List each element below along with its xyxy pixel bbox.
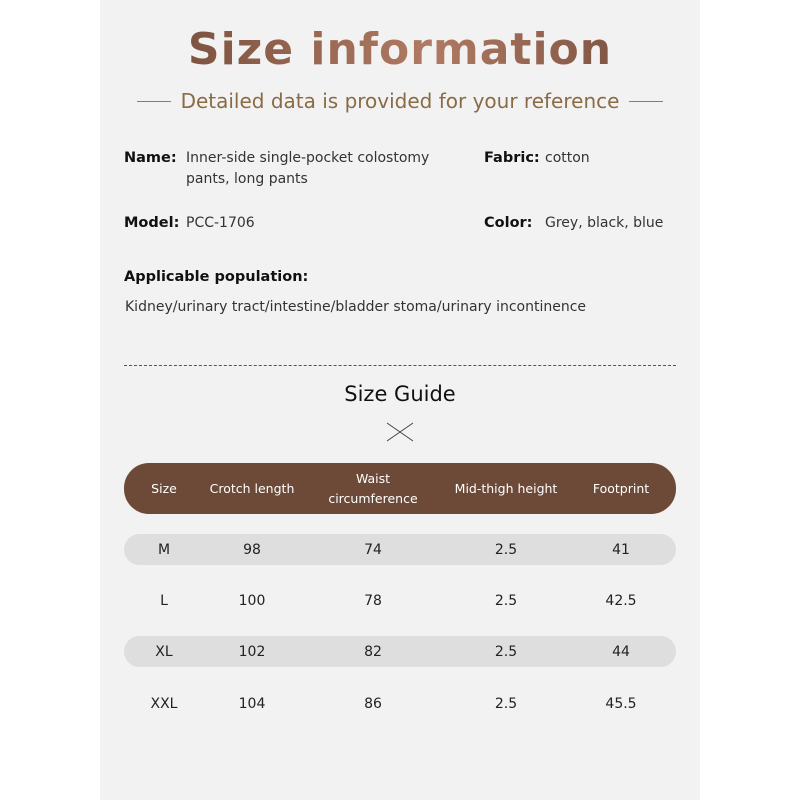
cell-size: L bbox=[160, 592, 168, 609]
cell-size: M bbox=[157, 541, 171, 558]
cell-crotch-length: 102 bbox=[238, 643, 266, 660]
color-value: Grey, black, blue bbox=[545, 215, 664, 231]
cell-waist: 86 bbox=[364, 695, 382, 712]
cell-mid-thigh: 2.5 bbox=[494, 643, 518, 660]
subtitle-right-line bbox=[629, 101, 663, 102]
cell-footprint: 44 bbox=[612, 643, 630, 660]
subtitle-row bbox=[100, 86, 700, 116]
name-label: Name: bbox=[124, 150, 177, 166]
cell-footprint: 41 bbox=[612, 541, 630, 558]
header-footprint: Footprint bbox=[592, 480, 650, 496]
cross-icon bbox=[386, 422, 414, 442]
cell-footprint: 42.5 bbox=[605, 592, 637, 609]
table-row bbox=[124, 636, 676, 667]
cell-size: XL bbox=[155, 643, 173, 660]
color-label: Color: bbox=[484, 215, 533, 231]
header-waist-text: Waist circumference bbox=[328, 470, 418, 506]
table-row bbox=[124, 688, 676, 719]
model-value: PCC-1706 bbox=[186, 215, 255, 231]
cell-waist: 82 bbox=[364, 643, 382, 660]
page-subtitle: Detailed data is provided for your reference bbox=[180, 89, 620, 113]
cell-mid-thigh: 2.5 bbox=[494, 541, 518, 558]
cell-mid-thigh: 2.5 bbox=[494, 592, 518, 609]
size-info-page bbox=[100, 0, 700, 800]
header-mid-thigh-height: Mid-thigh height bbox=[454, 480, 558, 496]
dashed-divider bbox=[124, 365, 676, 366]
table-row bbox=[124, 585, 676, 616]
model-label: Model: bbox=[124, 215, 180, 231]
cell-crotch-length: 104 bbox=[238, 695, 266, 712]
cell-waist: 78 bbox=[364, 592, 382, 609]
cell-footprint: 45.5 bbox=[605, 695, 637, 712]
cell-size: XXL bbox=[150, 695, 178, 712]
cell-mid-thigh: 2.5 bbox=[494, 695, 518, 712]
cell-waist: 74 bbox=[364, 541, 382, 558]
fabric-label: Fabric: bbox=[484, 150, 540, 166]
subtitle-left-line bbox=[137, 101, 171, 102]
population-label: Applicable population: bbox=[124, 269, 309, 285]
page-title: Size information bbox=[100, 24, 700, 75]
fabric-value: cotton bbox=[545, 150, 590, 166]
population-value: Kidney/urinary tract/intestine/bladder stoma/urinary incontinence bbox=[125, 299, 587, 315]
header-size: Size bbox=[151, 480, 177, 496]
cell-crotch-length: 98 bbox=[243, 541, 261, 558]
size-guide-title: Size Guide bbox=[344, 382, 456, 406]
cell-crotch-length: 100 bbox=[238, 592, 266, 609]
name-value: Inner-side single-pocket colostomy pants, long pants bbox=[186, 150, 430, 187]
table-row bbox=[124, 534, 676, 565]
size-table-header bbox=[124, 463, 676, 514]
header-waist-circumference bbox=[300, 463, 446, 514]
header-crotch-length: Crotch length bbox=[209, 480, 295, 496]
